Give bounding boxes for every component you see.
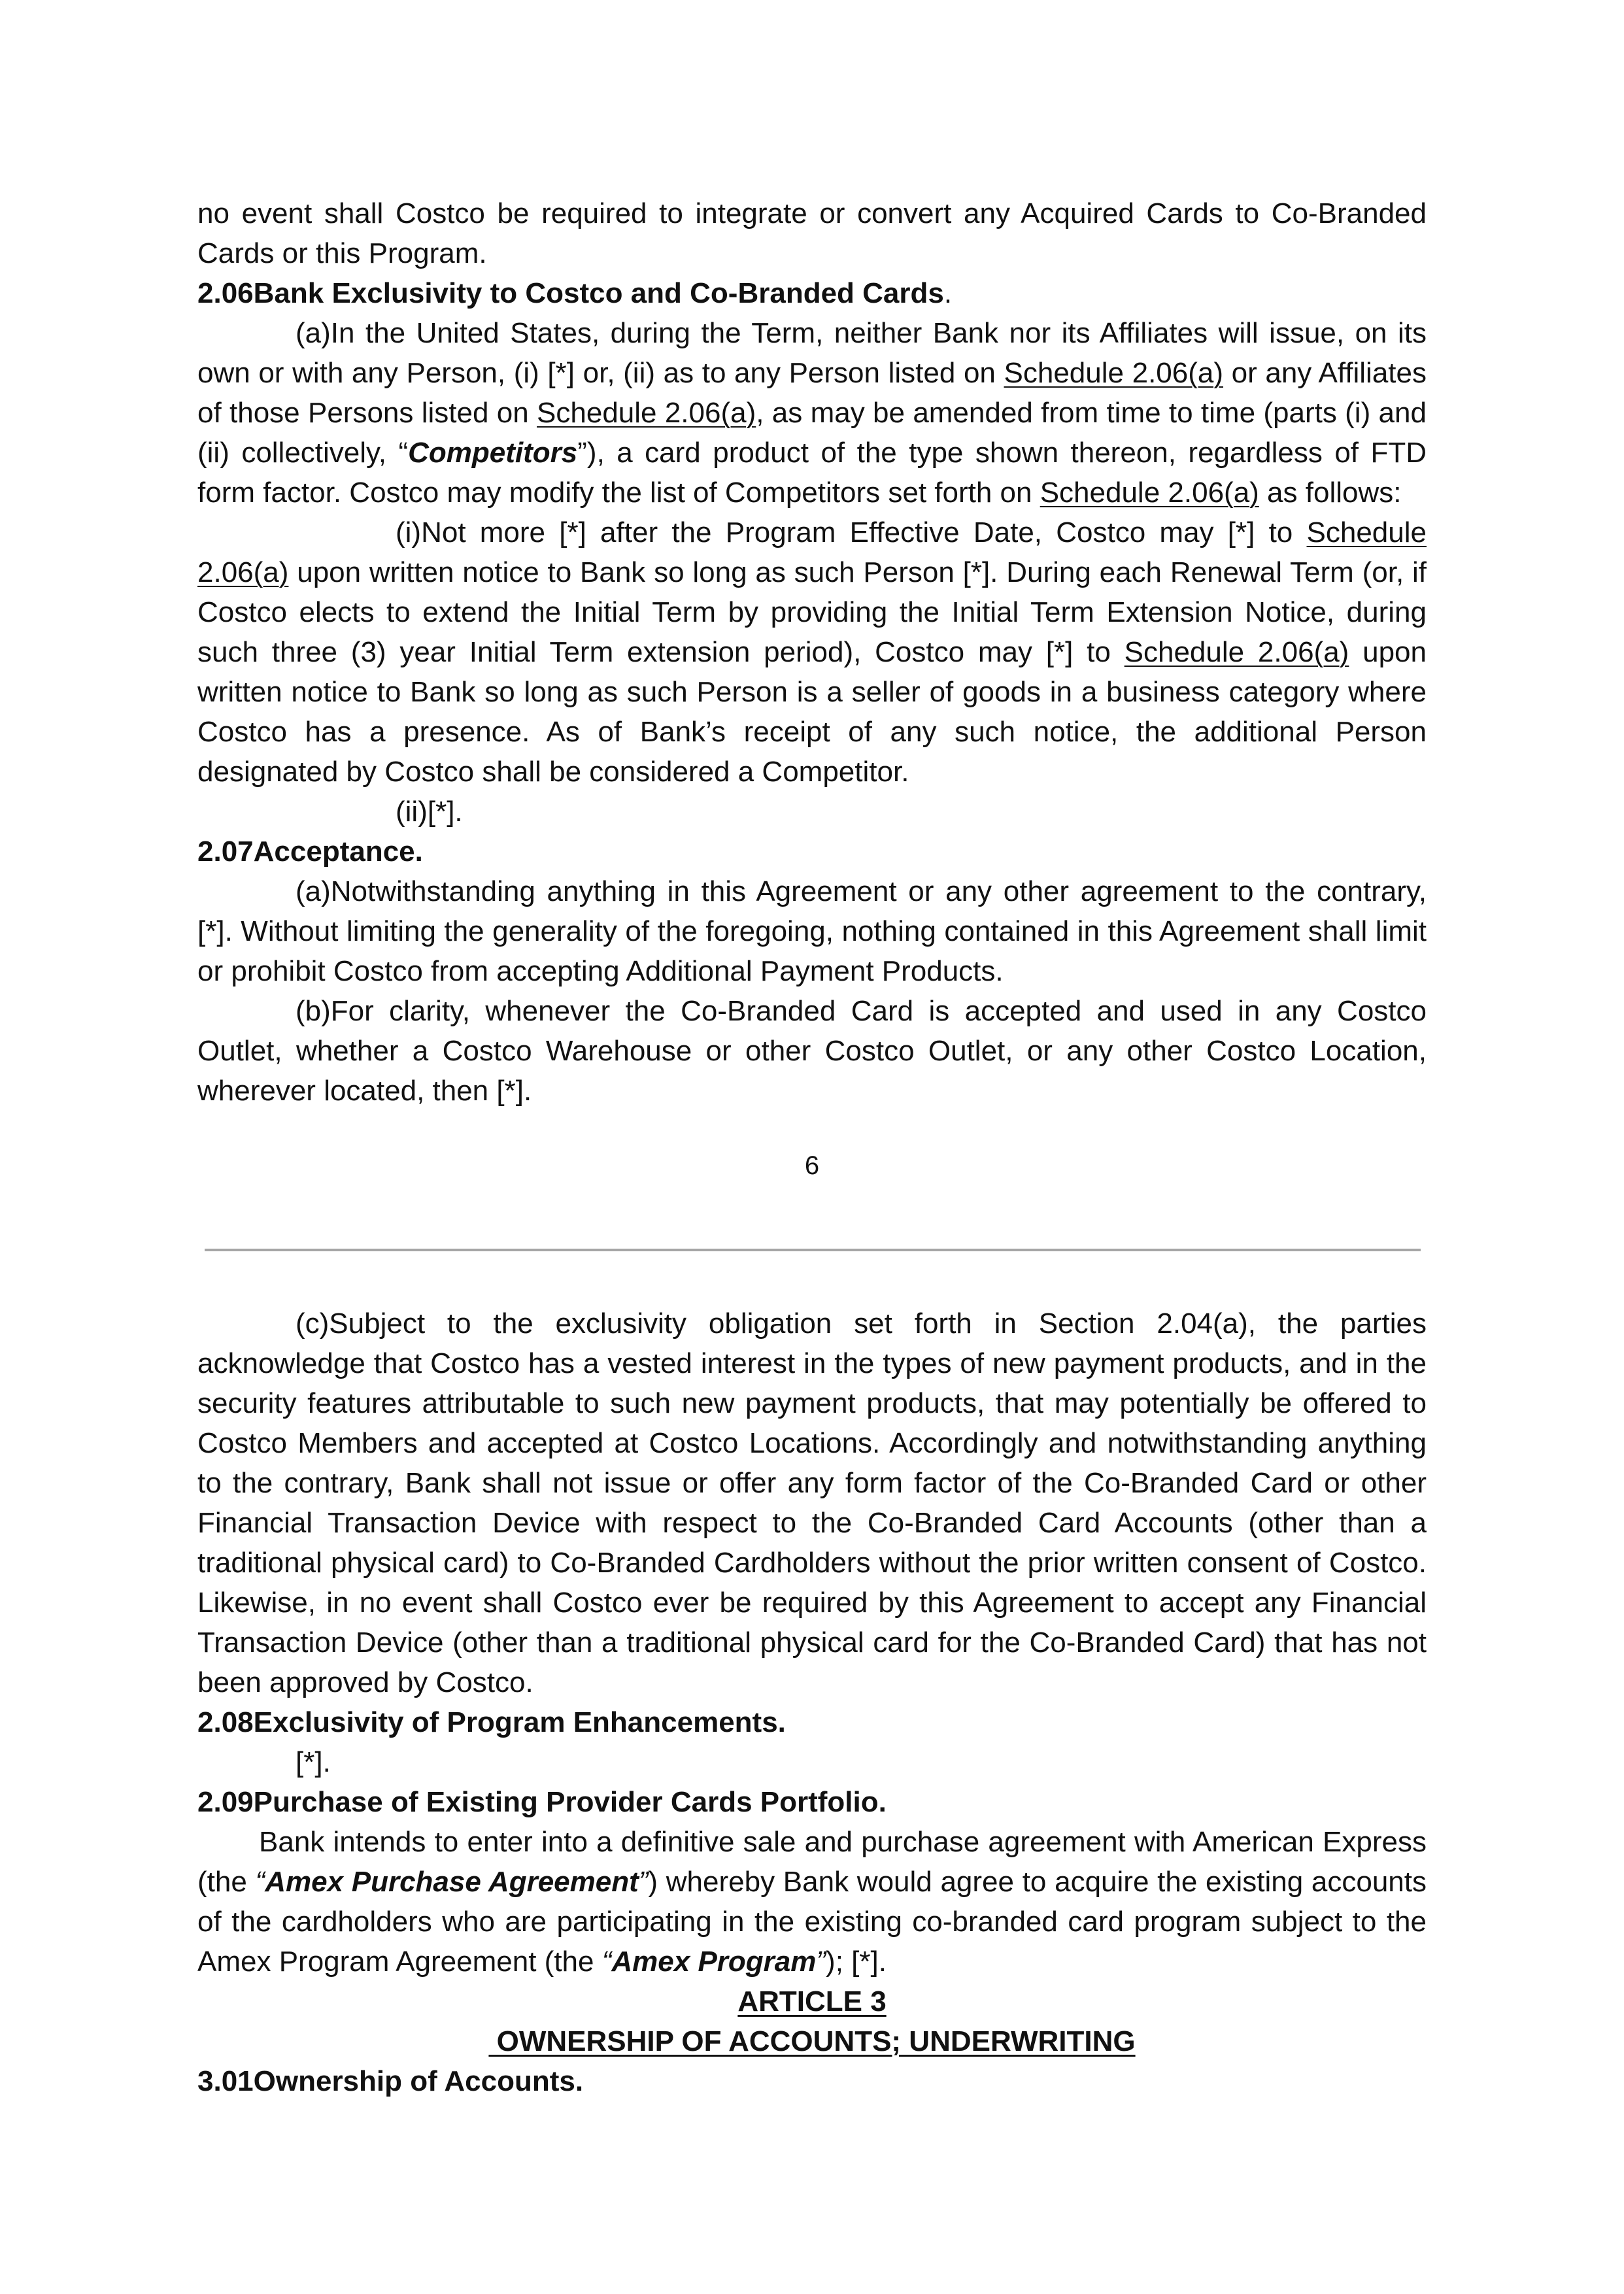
paragraph-continuation: no event shall Costco be required to integrate or convert any Acquired Cards to Co-Branded Cards or this Program. (197, 197, 1427, 269)
clause-text: ); [*]. (826, 1946, 887, 1978)
clause-text: (a)In the United States, during the Term, neither Bank nor its Affiliates will issue, on its own or with any Person, (i) [*] or, (ii) as to any Person listed on (197, 317, 1427, 389)
page-7-body (197, 1304, 1427, 2101)
clause-2-06-a-ii: (ii)[*]. (396, 796, 463, 828)
section-2-09-heading (197, 1782, 1427, 1822)
article-number: ARTICLE 3 (737, 1985, 887, 2017)
schedule-reference: Schedule 2.06(a) (197, 516, 1427, 588)
clause-2-06-a-i (197, 513, 1427, 792)
section-title: Bank Exclusivity to Costco and Co-Branded Cards (253, 277, 944, 309)
clause-2-07-a: (a)Notwithstanding anything in this Agreement or any other agreement to the contrary, [*]. Without limiting the generality of the foregoing, nothing contained in this Agreement shall limit or prohibit Costco from accepting Additional Payment Products. (197, 875, 1427, 987)
clause-2-09-text (197, 1822, 1427, 1982)
clause-text: or any Affiliates of those Persons listed on (197, 357, 1427, 429)
clause-2-06-a (197, 313, 1427, 513)
clause-text: Bank intends to enter into a definitive sale and purchase agreement with American Express (the (197, 1826, 1427, 1898)
clause-text: (i)Not more [*] after the Program Effective Date, Costco may [*] to (396, 516, 1307, 548)
clause-2-07-b: (b)For clarity, whenever the Co-Branded Card is accepted and used in any Costco Outlet, whether a Costco Warehouse or other Costco Outlet, or any other Costco Location, wherever located, then [*]. (197, 995, 1427, 1107)
heading-period: . (943, 277, 953, 309)
section-title: Ownership of Accounts. (253, 2065, 584, 2097)
defined-term: Amex Purchase Agreement (265, 1866, 639, 1898)
article-title-line (197, 2021, 1427, 2061)
schedule-reference: Schedule 2.06(a) (1004, 357, 1224, 389)
section-3-01-heading (197, 2061, 1427, 2101)
section-number: 2.07 (197, 835, 254, 868)
quote-mark: ” (638, 1866, 649, 1898)
page-number: 6 (804, 1151, 820, 1180)
section-number: 3.01 (197, 2065, 254, 2097)
section-2-06-heading (197, 273, 1427, 313)
defined-term: Amex Program (611, 1946, 817, 1978)
page-6-body (197, 194, 1427, 1111)
defined-term: Competitors (408, 437, 578, 469)
section-title: Exclusivity of Program Enhancements. (253, 1706, 786, 1738)
page-divider (205, 1249, 1421, 1251)
section-number: 2.06 (197, 277, 254, 309)
clause-text: upon written notice to Bank so long as such Person is a seller of goods in a business category where Costco has a presence. As of Bank’s receipt of any such notice, the additional Person designated by Costco shall be considered a Competitor. (197, 636, 1427, 788)
clause-2-08-text: [*]. (296, 1746, 331, 1778)
section-number: 2.08 (197, 1706, 254, 1738)
clause-text: ) whereby Bank would agree to acquire the existing accounts of the cardholders who are participating in the existing co-branded card program subject to the Amex Program Agreement (the (197, 1866, 1427, 1978)
schedule-reference: Schedule 2.06(a) (1040, 477, 1259, 509)
quote-mark: ” (816, 1946, 826, 1978)
section-2-08-heading (197, 1702, 1427, 1742)
section-number: 2.09 (197, 1786, 254, 1818)
clause-text: ”), a card product of the type shown thereon, regardless of FTD form factor. Costco may modify the list of Competitors set forth on (197, 437, 1427, 509)
schedule-reference: Schedule 2.06(a) (537, 397, 756, 429)
clause-text: , as may be amended from time to time (parts (i) and (ii) collectively, “ (197, 397, 1427, 469)
clause-2-07-c: (c)Subject to the exclusivity obligation set forth in Section 2.04(a), the parties acknowledge that Costco has a vested interest in the types of new payment products, and in the security features attributable to such new payment products, that may potentially be offered to Costco Members and accepted at Costco Locations. Accordingly and notwithstanding anything to the contrary, Bank shall not issue or offer any form factor of the Co-Branded Card or other Financial Transaction Device with respect to the Co-Branded Card Accounts (other than a traditional physical card) to Co-Branded Cardholders without the prior written consent of Costco. Likewise, in no event shall Costco ever be required by this Agreement to accept any Financial Transaction Device (other than a traditional physical card for the Co-Branded Card) that has not been approved by Costco. (197, 1307, 1427, 1698)
article-title: OWNERSHIP OF ACCOUNTS; UNDERWRITING (488, 2025, 1136, 2057)
quote-mark: “ (255, 1866, 265, 1898)
clause-text: upon written notice to Bank so long as such Person [*]. During each Renewal Term (or, if Costco elects to extend the Initial Term by providing the Initial Term Extension Notice, during such three (3) year Initial Term extension period), Costco may [*] to (197, 556, 1427, 668)
clause-text: as follows: (1259, 477, 1402, 509)
article-heading (197, 1982, 1427, 2021)
section-title: Purchase of Existing Provider Cards Portfolio. (253, 1786, 887, 1818)
section-title: Acceptance. (253, 835, 423, 868)
section-2-07-heading (197, 832, 1427, 871)
quote-mark: “ (601, 1946, 612, 1978)
schedule-reference: Schedule 2.06(a) (1124, 636, 1349, 668)
